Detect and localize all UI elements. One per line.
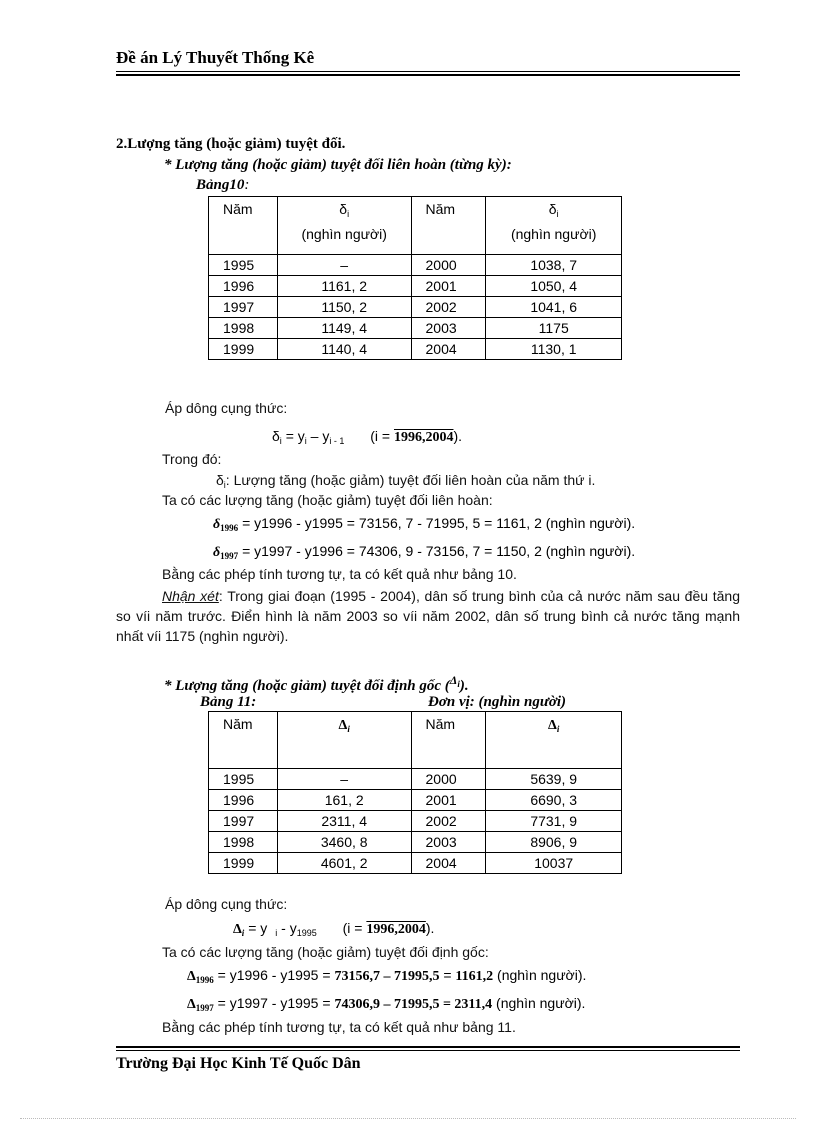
table11-h-year-2: Năm [411, 712, 486, 769]
table10-label: Bảng10: [196, 177, 250, 193]
chain-formula: $\delta_i = y_i - y_{i - 1}$ (i = 1996,2004). [272, 428, 463, 446]
where-label: Trong đó: [162, 451, 222, 467]
table-10 [208, 196, 622, 360]
table10-header-row [209, 197, 622, 255]
table11-unit: Đơn vị: (nghìn người) [428, 694, 567, 710]
example-1996: $\delta_{1996} = y1996 - y1995 = 73156$, 7 - 71995, 5 = 1161, 2 (nghìn người). [213, 515, 636, 533]
table11-h-delta-2: $\Delta_i$ [486, 712, 622, 769]
table-row: 1996 1161, 2 2001 1050, 4 [209, 276, 622, 297]
table-row: 1996 161, 2 2001 6690, 3 [209, 790, 622, 811]
table-row: 1997 1150, 2 2002 1041, 6 [209, 297, 622, 318]
table-row: 1999 4601, 2 2004 10037 [209, 853, 622, 874]
table-row: 1995 – 2000 1038, 7 [209, 255, 622, 276]
table11-label: Bảng 11: [200, 694, 257, 710]
base-example-1997: $\Delta_{1997} = y1997 - y1995 = 74306,9 - 71995,5 = 2311,4$ (nghìn người). [187, 995, 586, 1013]
base-formula: $\Delta_i = y$ $_i - y_{1995}$ (i = 1996,2004). [233, 920, 435, 938]
similar-11: Bằng các phép tính tương tự, ta có kết quả như bảng 11. [162, 1019, 516, 1035]
table10-h-year-2: Năm [411, 197, 486, 255]
table-row: 1995 – 2000 5639, 9 [209, 769, 622, 790]
section-title: 2.Lượng tăng (hoặc giảm) tuyệt đối. [116, 136, 346, 152]
table-row: 1998 3460, 8 2003 8906, 9 [209, 832, 622, 853]
have-base: Ta có các lượng tăng (hoặc giảm) tuyệt đối định gốc: [162, 944, 489, 960]
table11-h-year-1: Năm [209, 712, 278, 769]
header-rule-thin [116, 71, 740, 72]
table10-h-delta-2: $\delta_i$ (nghìn người) [486, 197, 622, 255]
base-heading: * Lượng tăng (hoặc giảm) tuyệt đối định gốc ($^{\Delta_i}$). [164, 673, 469, 694]
chain-heading: * Lượng tăng (hoặc giảm) tuyệt đối liên hoàn (từng kỳ): [164, 157, 512, 173]
table-11 [208, 711, 622, 874]
delta-definition: $\delta_i$: Lượng tăng (hoặc giảm) tuyệt đối liên hoàn của năm thứ i. [216, 472, 596, 490]
apply-formula-2: Áp dông cụng thức: [165, 896, 288, 912]
table10-h-delta-1: $\delta_i$ (nghìn người) [277, 197, 411, 255]
header-title: Đề án Lý Thuyết Thống Kê [116, 48, 315, 67]
footer-title: Trường Đại Học Kinh Tế Quốc Dân [116, 1055, 361, 1072]
table11-header-row [209, 712, 622, 769]
apply-formula-1: Áp dông cụng thức: [165, 400, 288, 416]
similar-10: Bằng các phép tính tương tự, ta có kết quả như bảng 10. [162, 566, 517, 582]
header-rule-thick [116, 74, 740, 76]
example-1997: $\delta_{1997} = y1997 - y1996 = 74306$, 9 - 73156, 7 = 1150, 2 (nghìn người). [213, 543, 636, 561]
page-edge-dots [20, 1118, 796, 1119]
table10-h-year-1: Năm [209, 197, 278, 255]
have-chain: Ta có các lượng tăng (hoặc giảm) tuyệt đối liên hoàn: [162, 492, 493, 508]
base-example-1996: $\Delta_{1996} = y1996 - y1995 = 73156,7 - 71995,5 = 1161,2$ (nghìn người). [187, 967, 587, 985]
table-row: 1999 1140, 4 2004 1130, 1 [209, 339, 622, 360]
remark-paragraph: Nhận xét: Trong giai đoạn (1995 - 2004), dân số trung bình của cả nước năm sau đều tăng so víi năm trước. Điển hình là năm 2003 so víi năm 2002, dân số trung bình cả nước tăng mạnh nhất víi 1175 (nghìn người). [116, 588, 740, 644]
table-row: 1998 1149, 4 2003 1175 [209, 318, 622, 339]
table11-h-delta-1: $\Delta_i$ [277, 712, 411, 769]
footer-rule-thick [116, 1046, 740, 1048]
footer-rule-thin [116, 1050, 740, 1051]
table-row: 1997 2311, 4 2002 7731, 9 [209, 811, 622, 832]
